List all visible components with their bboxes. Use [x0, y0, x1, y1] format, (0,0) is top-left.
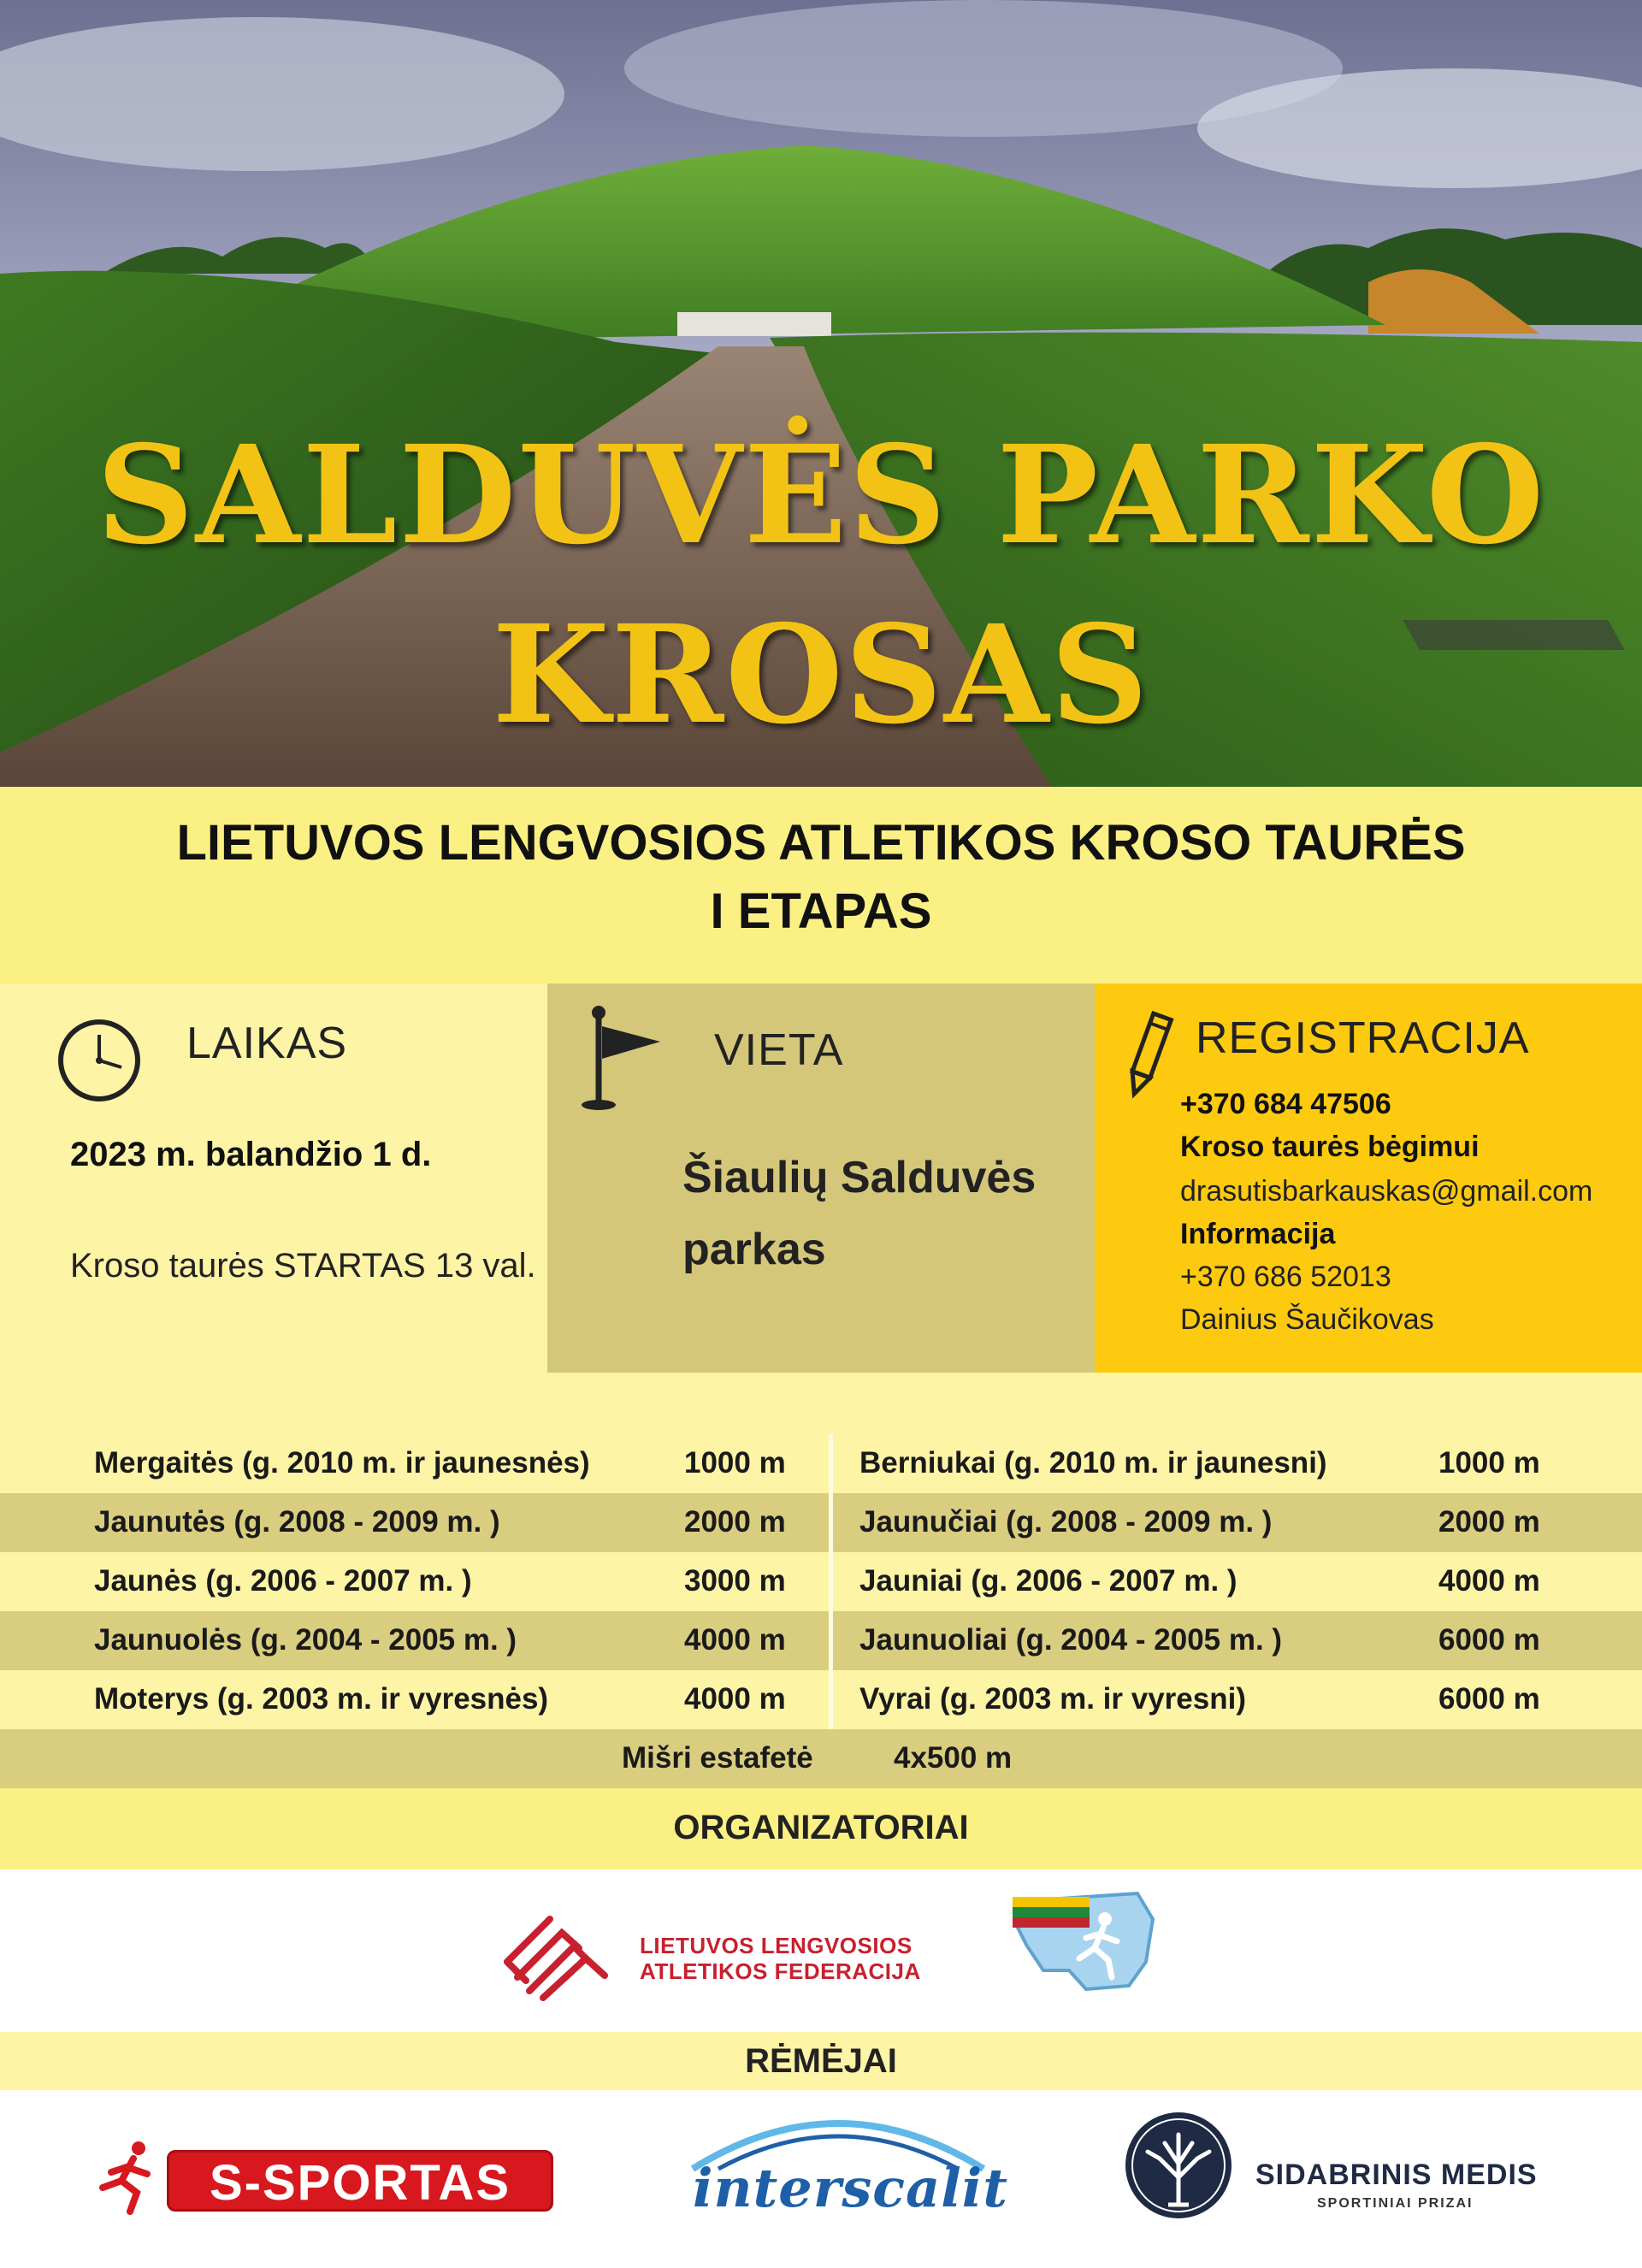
pencil-icon: [1119, 1007, 1178, 1102]
left-group: Jaunuolės (g. 2004 - 2005 m. ): [94, 1623, 517, 1657]
event-subtitle: [0, 787, 1642, 983]
event-title-line1: SALDUVĖS PARKO: [96, 416, 1546, 575]
left-group: Jaunės (g. 2006 - 2007 m. ): [94, 1564, 472, 1598]
table-row: [0, 1670, 1642, 1729]
info-phone: +370 686 52013: [1180, 1261, 1391, 1293]
info-label: Informacija: [1180, 1218, 1336, 1250]
registration-panel: [1095, 983, 1642, 1373]
organizers-logos: [0, 1869, 1642, 2032]
right-distance: 4000 m: [1438, 1564, 1540, 1598]
registration-purpose: Kroso taurės bėgimui: [1180, 1131, 1480, 1163]
right-group: Jaunučiai (g. 2008 - 2009 m. ): [859, 1505, 1273, 1539]
lff-name-line2: ATLETIKOS FEDERACIJA: [640, 1958, 921, 1984]
left-distance: 3000 m: [684, 1564, 786, 1598]
registration-email[interactable]: drasutisbarkauskas@gmail.com: [1180, 1175, 1593, 1208]
subtitle-line1: LIETUVOS LENGVOSIOS ATLETIKOS KROSO TAURĖS: [176, 815, 1466, 871]
left-distance: 4000 m: [684, 1682, 786, 1716]
organizers-band: [0, 1788, 1642, 1869]
table-row: [0, 1552, 1642, 1611]
place-panel: [547, 983, 1095, 1373]
left-distance: 4000 m: [684, 1623, 786, 1657]
info-contact-name: Dainius Šaučikovas: [1180, 1303, 1434, 1336]
start-time: Kroso taurės STARTAS 13 val.: [70, 1247, 536, 1285]
interscalit-logo: interscalit: [693, 2157, 1008, 2219]
registration-heading: REGISTRACIJA: [1196, 1013, 1530, 1063]
lff-logo-icon: [500, 1909, 620, 2001]
right-group: Vyrai (g. 2003 m. ir vyresni): [859, 1682, 1246, 1716]
hero-banner: [0, 0, 1642, 787]
lff-logo-text: [640, 1933, 921, 1984]
table-row: [0, 1611, 1642, 1670]
relay-distance: 4x500 m: [894, 1741, 1013, 1775]
sidabrinis-medis-tagline: SPORTINIAI PRIZAI: [1317, 2196, 1474, 2211]
sidabrinis-medis-name: SIDABRINIS MEDIS: [1255, 2159, 1538, 2191]
flag-icon: [582, 1002, 667, 1113]
s-sportas-logo: S-SPORTAS: [167, 2150, 553, 2212]
left-group: Moterys (g. 2003 m. ir vyresnės): [94, 1682, 549, 1716]
left-group: Mergaitės (g. 2010 m. ir jaunesnės): [94, 1446, 590, 1480]
table-spacer: [0, 1373, 1642, 1434]
time-panel: [0, 983, 547, 1373]
clock-icon: [55, 1016, 144, 1105]
subtitle-line2: I ETAPAS: [710, 883, 932, 939]
sidabrinis-medis-tree-icon: [1122, 2109, 1235, 2222]
location-line1: Šiaulių Salduvės: [682, 1153, 1037, 1202]
right-group: Berniukai (g. 2010 m. ir jaunesni): [859, 1446, 1327, 1480]
event-location: [682, 1142, 1036, 1285]
lithuania-runner-logo-icon: [1009, 1885, 1163, 1996]
organizers-heading: ORGANIZATORIAI: [673, 1809, 969, 1846]
right-distance: 2000 m: [1438, 1505, 1540, 1539]
table-column-divider: [829, 1434, 833, 1729]
left-group: Jaunutės (g. 2008 - 2009 m. ): [94, 1505, 500, 1539]
right-group: Jaunuoliai (g. 2004 - 2005 m. ): [859, 1623, 1283, 1657]
sponsors-band: [0, 2032, 1642, 2090]
relay-row: [0, 1729, 1642, 1788]
sponsors-heading: RĖMĖJAI: [745, 2042, 897, 2080]
time-heading: LAIKAS: [186, 1019, 348, 1068]
place-heading: VIETA: [714, 1025, 844, 1075]
right-distance: 6000 m: [1438, 1682, 1540, 1716]
right-distance: 6000 m: [1438, 1623, 1540, 1657]
location-line2: parkas: [682, 1225, 826, 1274]
right-distance: 1000 m: [1438, 1446, 1540, 1480]
table-row: [0, 1434, 1642, 1493]
left-distance: 1000 m: [684, 1446, 786, 1480]
left-distance: 2000 m: [684, 1505, 786, 1539]
event-date: 2023 m. balandžio 1 d.: [70, 1136, 432, 1173]
lff-name-line1: LIETUVOS LENGVOSIOS: [640, 1933, 913, 1958]
runner-icon: [96, 2138, 164, 2215]
event-title-line2: KROSAS: [492, 596, 1150, 754]
relay-label: Mišri estafetė: [622, 1741, 813, 1775]
sponsors-logos: [0, 2090, 1642, 2268]
table-row: [0, 1493, 1642, 1552]
registration-phone: +370 684 47506: [1180, 1088, 1391, 1120]
right-group: Jauniai (g. 2006 - 2007 m. ): [859, 1564, 1237, 1598]
